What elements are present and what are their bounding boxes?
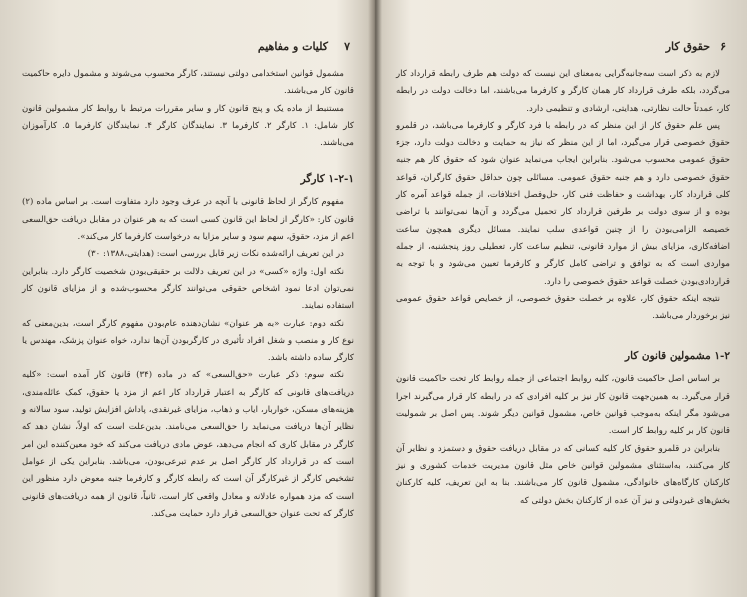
right-page <box>390 0 736 597</box>
right-page-header <box>400 40 726 60</box>
paragraph: مفهوم کارگر از لحاظ قانونی با آنچه در عرف وجود دارد متفاوت است. بر اساس ماده (۲) قانون کار: «کارگر از لحاظ این قانون کسی است که به هر عنوان در مقابل دریافت حق‌السعی اعم از مزد، حقوق، سهم سود و سایر مزایا به درخواست کارفرما کار می‌کند». <box>22 197 354 243</box>
left-page <box>16 0 360 597</box>
left-page-body <box>22 66 354 579</box>
section-heading: ۱-۲-۱ کارگر <box>300 173 354 186</box>
left-page-number: ۷ <box>344 40 350 53</box>
paragraph: نکته اول: واژه «کسی» در این تعریف دلالت بر حقیقی‌بودن شخصیت کارگر دارد. بنابراین نمی‌توان ادعا نمود اشخاص حقوقی می‌توانند کارگر محسوب‌شده و از مزایای قانون کار استفاده نمایند. <box>22 266 354 312</box>
paragraph: لازم به ذکر است سه‌جانبه‌گرایی به‌معنای این نیست که دولت هم طرف رابطه قرارداد کار می‌گردد، بلکه طرف قرارداد کار همان کارگر و کارفرما می‌باشند، اما دخالت دولت در رابطه کار، عمدتاً حالت نظارتی، هدایتی، ارشادی و تنظیمی دارد. <box>396 69 730 114</box>
paragraph: نتیجه اینکه حقوق کار، علاوه بر خصلت حقوق خصوصی، از خصایص قواعد حقوق عمومی نیز برخوردار می‌باشد. <box>396 293 730 322</box>
right-page-number: ۶ <box>720 40 726 53</box>
paragraph: در این تعریف ارائه‌شده نکات زیر قابل بررسی است: (هدایتی،۱۳۸۸: ۳۰) <box>87 249 344 260</box>
paragraph: مشمول قوانین استخدامی دولتی نیستند، کارگر محسوب می‌شوند و مشمول دایره حاکمیت قانون کار می‌باشند. <box>22 69 354 97</box>
paragraph: پس علم حقوق کار از این منظر که در رابطه با فرد کارگر و کارفرما می‌باشد، در قلمرو حقوق خصوصی قرار می‌گیرد، اما از این منظر که نیاز به حمایت و دخالت دولت دارد، جزء حقوق عمومی محسوب می‌شود. بنابراین ایجاب می‌نماید عنوان شود که حقوق کار هم جنبه حقوق خصوصی دارد و هم جنبه حقوق عمومی. مسائلی چون حداقل حقوق کارگران، قواعد کلی قرارداد کار، بهداشت و حفاظت فنی کار، حل‌وفصل اختلافات، از جمله قواعد آمره کار بوده و از سوی دولت بر طرفین قرارداد کار تحمیل می‌گردد و آن‌ها نمی‌توانند با تراضی خصیصه الزامی‌بودن را از چنین قواعدی سلب نمایند. مسائل دیگری همچون ساعت اضافه‌کاری، مزایای بیش از موارد قانونی، تنظیم ساعت کار، تعطیلی روز پنجشنبه، از جمله مواردی است که به توافق و تراضی کامل کارگر و کارفرما تعیین می‌شود و با توجه به قراردادی‌بودن خصلت قواعد حقوق خصوصی را دارد. <box>396 120 730 287</box>
paragraph: بر اساس اصل حاکمیت قانون، کلیه روابط اجتماعی از جمله روابط کار تحت حاکمیت قانون قرار می‌گیرد. به همین‌جهت قانون کار نیز بر کلیه افرادی که در رابطه کار قرار می‌گیرند اجرا می‌شود مگر اینکه به‌موجب قوانین خاص، مشمول قوانین دیگر شوند. پس اصل بر شمولیت قانون کار بر کلیه روابط کار است. <box>396 374 730 437</box>
left-running-title: کلیات و مفاهیم <box>257 40 328 53</box>
section-heading: ۱-۲ مشمولین قانون کار <box>625 350 730 363</box>
paragraph: مستنبط از ماده یک و پنج قانون کار و سایر مقررات مرتبط با روابط کار مشمولین قانون کار شامل: ۱. کارگر ۲. کارفرما ۳. نمایندگان کارگر ۴. نمایندگان کارفرما ۵. کارآموزان می‌باشند. <box>22 103 354 149</box>
book-gutter <box>368 0 382 597</box>
paragraph: بنابراین در قلمرو حقوق کار کلیه کسانی که در مقابل دریافت حقوق و دستمزد و نظایر آن کار می‌کنند، به‌استثنای مشمولین قوانین خاص مثل قانون مدیریت خدمات کشوری و نیز کارکنان کارگاه‌های خانوادگی، مشمول قانون کار می‌باشند. بنا به این تعریف، کلیه کارکنان بخش‌های غیردولتی و نیز آن عده از کارکنان بخش دولتی که <box>396 443 730 506</box>
paragraph: نکته دوم: عبارت «به هر عنوان» نشان‌دهنده عام‌بودن مفهوم کارگر است، بدین‌معنی که نوع کار و منصب و شغل افراد تأثیری در کارگربودن آن‌ها ندارد، خواه عنوان پزشک، مهندس یا کارگر ساده داشته باشد. <box>22 318 354 364</box>
paragraph: نکته سوم: ذکر عبارت «حق‌السعی» که در ماده (۳۴) قانون کار آمده است: «کلیه دریافت‌های قانونی که کارگر به اعتبار قرارداد کار اعم از مزد یا حقوق، کمک عائله‌مندی، هزینه‌های مسکن، خواربار، ایاب و ذهاب، مزایای غیرنقدی، پاداش افزایش تولید، سود سالانه و نظایر آن‌ها دریافت می‌نماید را حق‌السعی می‌نامند. بدین‌علت است که اولاً، نشان دهد که کارگر در مقابل کاری که انجام می‌دهد، عوض مادی دریافت می‌کند که خود معین‌کننده این امر است که در قرارداد کار کارگر اصل بر عدم تبرعی‌بودن، می‌باشد. بنابراین یکی از عوامل تشخیص کارگر از غیرکارگر آن است که رابطه کارگر و کارفرما جنبه معوض دارد منظور این است که مزد همواره عادلانه و معادل واقعی کار است، ثانیاً، قانون از همه دریافت‌های قانونی کارگر که تحت عنوان حق‌السعی قرار دارد حمایت می‌کند. <box>22 370 354 519</box>
right-running-title: حقوق کار <box>665 40 710 53</box>
left-page-header <box>26 40 350 60</box>
right-page-body <box>396 66 730 579</box>
